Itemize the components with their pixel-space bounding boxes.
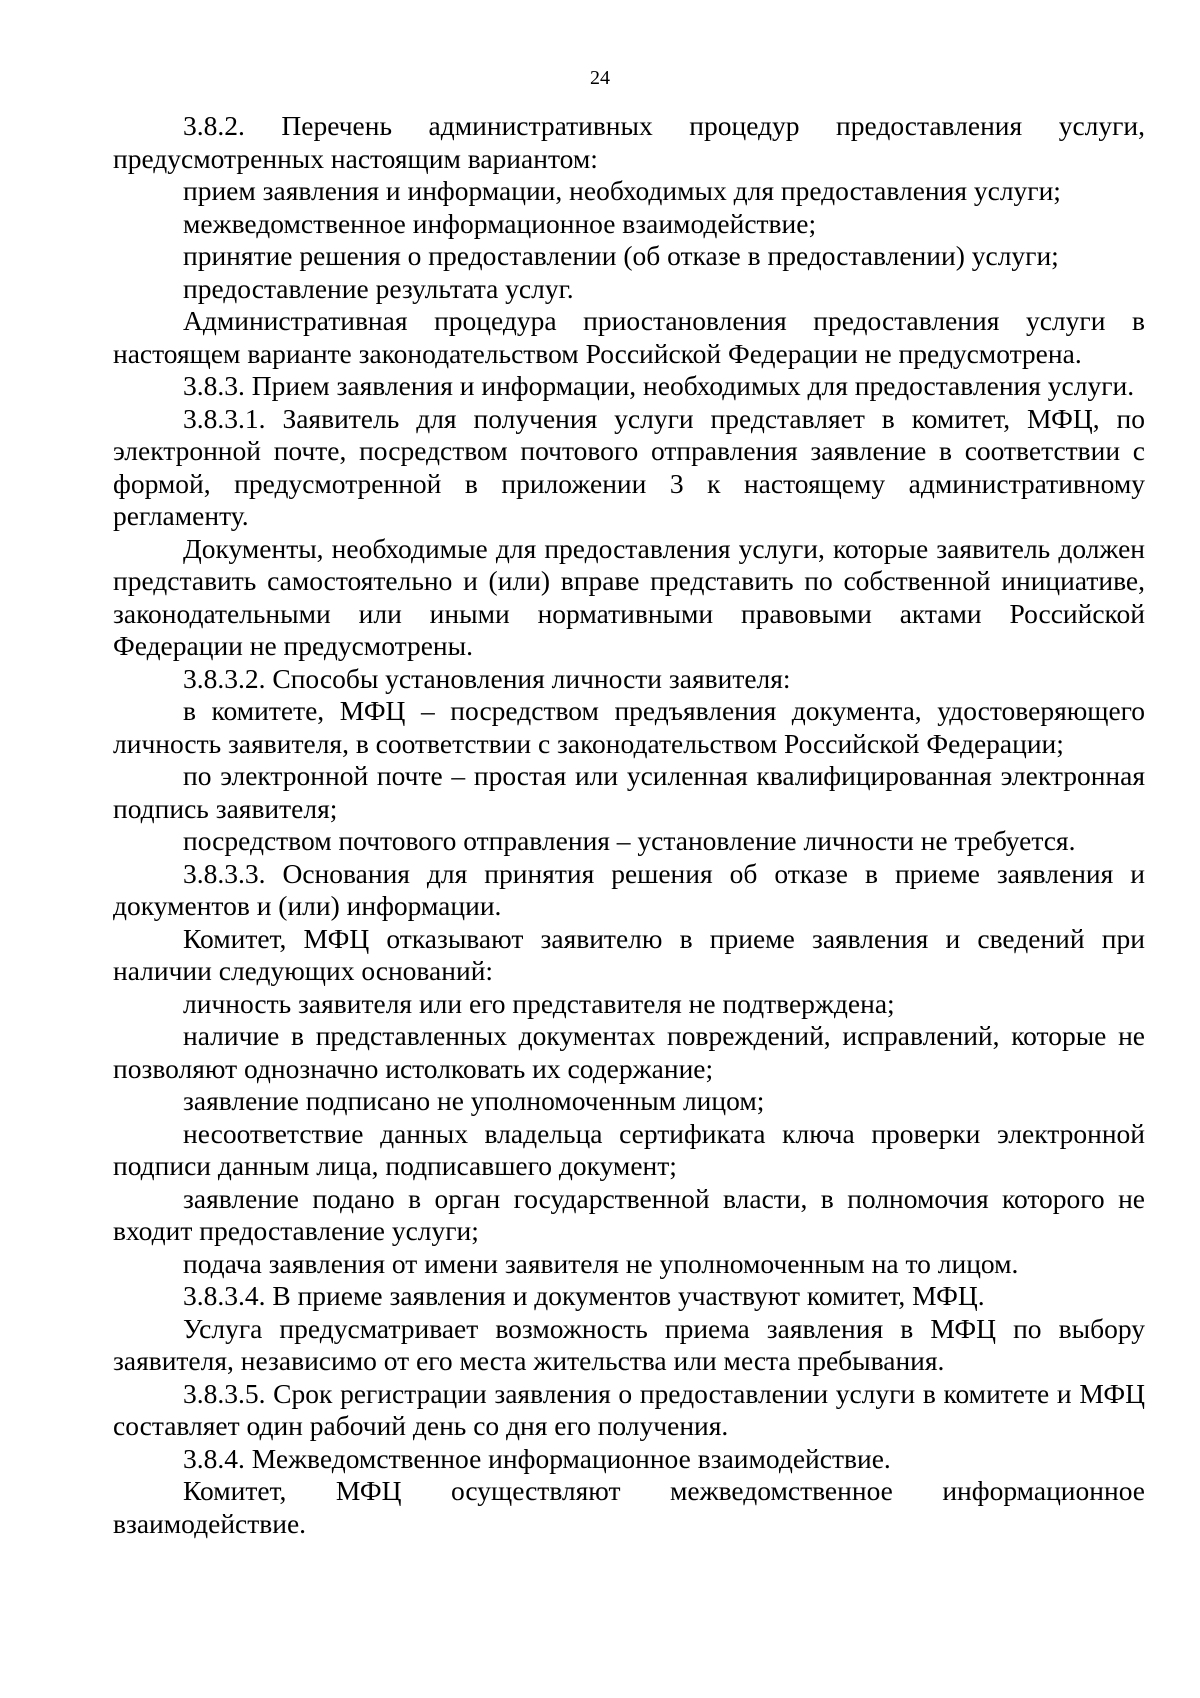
paragraph-3-8-3-4: 3.8.3.4. В приеме заявления и документов участвуют комитет, МФЦ. <box>183 1280 985 1311</box>
list-item-certificate-mismatch: несоответствие данных владельца сертификата ключа проверки электронной подписи данным лица, подписавшего документ; <box>113 1117 1145 1181</box>
list-item-identity-committee: в комитете, МФЦ – посредством предъявления документа, удостоверяющего личность заявителя, в соответствии с законодательством Российской Федерации; <box>113 695 1145 759</box>
paragraph-3-8-3-2: 3.8.3.2. Способы установления личности заявителя: <box>183 662 791 694</box>
paragraph-3-8-4: 3.8.4. Межведомственное информационное взаимодействие. <box>183 1442 891 1474</box>
document-body <box>113 110 1145 1540</box>
paragraph-refusal-grounds: Комитет, МФЦ отказывают заявителю в приеме заявления и сведений при наличии следующих оснований: <box>113 922 1145 986</box>
paragraph-3-8-3-1: 3.8.3.1. Заявитель для получения услуги представляет в комитет, МФЦ, по электронной почте, посредством почтового отправления заявление в соответствии с формой, предусмотренной в приложении 3 к настоящему административному регламенту. <box>113 402 1145 531</box>
list-item-identity-not-confirmed: личность заявителя или его представителя не подтверждена; <box>183 987 895 1019</box>
paragraph-3-8-3-5: 3.8.3.5. Срок регистрации заявления о предоставлении услуги в комитете и МФЦ составляет один рабочий день со дня его получения. <box>113 1377 1145 1441</box>
paragraph-interagency-actors: Комитет, МФЦ осуществляют межведомственное информационное взаимодействие. <box>113 1475 1145 1539</box>
paragraph-mfc-choice: Услуга предусматривает возможность приема заявления в МФЦ по выбору заявителя, независимо от его места жительства или места пребывания. <box>113 1312 1145 1376</box>
list-item-identity-post: посредством почтового отправления – установление личности не требуется. <box>183 825 1076 856</box>
list-item-identity-email: по электронной почте – простая или усиленная квалифицированная электронная подпись заявителя; <box>113 760 1145 824</box>
paragraph-required-documents: Документы, необходимые для предоставления услуги, которые заявитель должен представить самостоятельно и (или) вправе представить по собственной инициативе, законодательными или иными нормативными правовыми актами Российской Федерации не предусмотрены. <box>113 532 1145 661</box>
list-item-interagency-interaction: межведомственное информационное взаимодействие; <box>183 207 817 239</box>
paragraph-suspension-procedure: Административная процедура приостановления предоставления услуги в настоящем варианте законодательством Российской Федерации не предусмотрена. <box>113 305 1145 369</box>
paragraph-3-8-3-3: 3.8.3.3. Основания для принятия решения об отказе в приеме заявления и документов и (или) информации. <box>113 857 1145 921</box>
list-item-decision-making: принятие решения о предоставлении (об отказе в предоставлении) услуги; <box>183 240 1059 271</box>
list-item-unauthorized-signature: заявление подписано не уполномоченным лицом; <box>183 1085 765 1116</box>
list-item-application-acceptance: прием заявления и информации, необходимых для предоставления услуги; <box>183 175 1061 206</box>
paragraph-3-8-3: 3.8.3. Прием заявления и информации, необходимых для предоставления услуги. <box>183 370 1135 401</box>
list-item-unauthorized-person: подача заявления от имени заявителя не уполномоченным на то лицом. <box>183 1247 1019 1279</box>
list-item-result-delivery: предоставление результата услуг. <box>183 272 574 304</box>
page-number: 24 <box>590 67 610 89</box>
list-item-document-damage: наличие в представленных документах повреждений, исправлений, которые не позволяют однозначно истолковать их содержание; <box>113 1020 1145 1084</box>
list-item-wrong-authority: заявление подано в орган государственной власти, в полномочия которого не входит предоставление услуги; <box>113 1182 1145 1246</box>
paragraph-3-8-2: 3.8.2. Перечень административных процедур предоставления услуги, предусмотренных настоящим вариантом: <box>113 110 1145 174</box>
